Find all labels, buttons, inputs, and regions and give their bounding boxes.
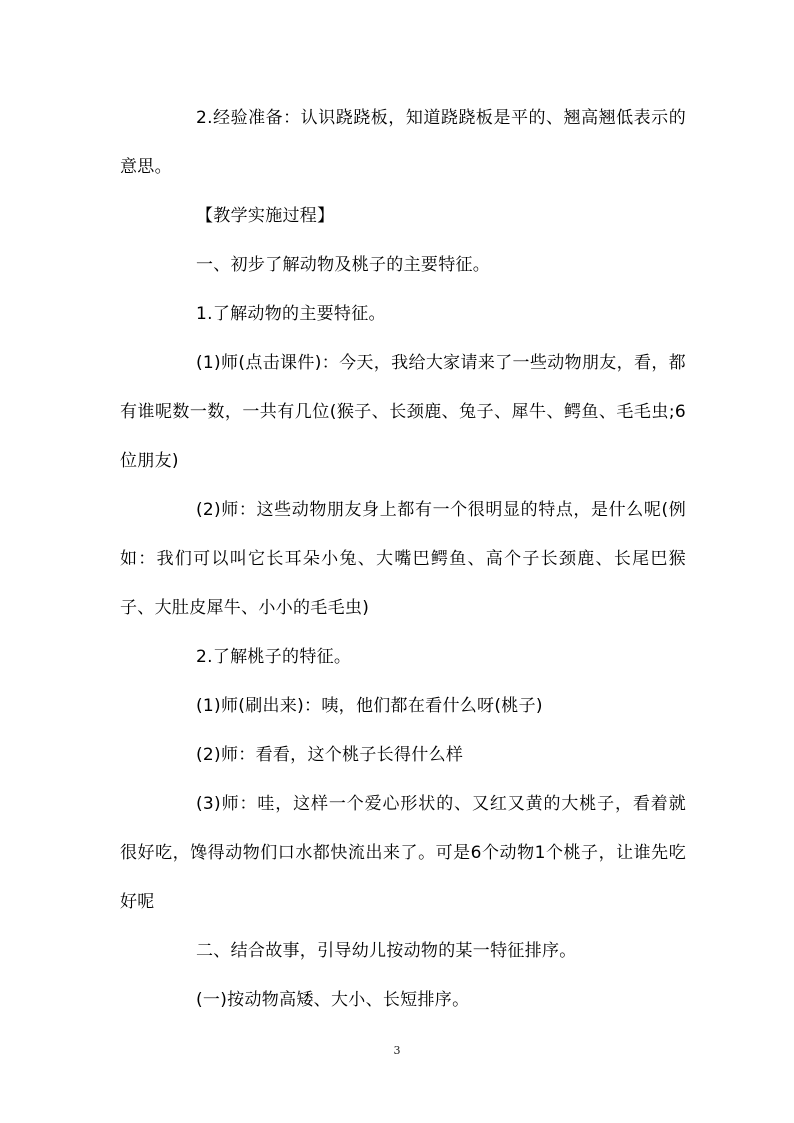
paragraph-experience-prep: 2.经验准备：认识跷跷板，知道跷跷板是平的、翘高翘低表示的意思。 <box>120 108 686 177</box>
heading-part-two: 二、结合故事，引导幼儿按动物的某一特征排序。 <box>196 941 577 961</box>
paragraph-teacher-step-1: (1)师(点击课件)：今天，我给大家请来了一些动物朋友，看，都有谁呢数一数，一共有几位(猴子、长颈鹿、兔子、犀牛、鳄鱼、毛毛虫;6位朋友) <box>120 353 686 471</box>
subheading-sort-by-size: (一)按动物高矮、大小、长短排序。 <box>196 990 470 1010</box>
section-heading-teaching-process: 【教学实施过程】 <box>196 206 335 226</box>
paragraph-peach-step-1: (1)师(刷出来)：咦，他们都在看什么呀(桃子) <box>196 696 543 716</box>
page-number: 3 <box>393 1044 401 1057</box>
subheading-animal-features: 1.了解动物的主要特征。 <box>196 304 386 324</box>
paragraph-teacher-step-2: (2)师：这些动物朋友身上都有一个很明显的特点，是什么呢(例如：我们可以叫它长耳朵小兔、大嘴巴鳄鱼、高个子长颈鹿、长尾巴猴子、大肚皮犀牛、小小的毛毛虫) <box>120 500 686 618</box>
paragraph-peach-step-2: (2)师：看看，这个桃子长得什么样 <box>196 745 464 765</box>
subheading-peach-features: 2.了解桃子的特征。 <box>196 647 352 667</box>
paragraph-peach-step-3: (3)师：哇，这样一个爱心形状的、又红又黄的大桃子，看着就很好吃，馋得动物们口水都快流出来了。可是6个动物1个桃子，让谁先吃好呢 <box>120 794 686 912</box>
heading-part-one: 一、初步了解动物及桃子的主要特征。 <box>196 255 491 275</box>
page-body <box>120 94 686 1025</box>
